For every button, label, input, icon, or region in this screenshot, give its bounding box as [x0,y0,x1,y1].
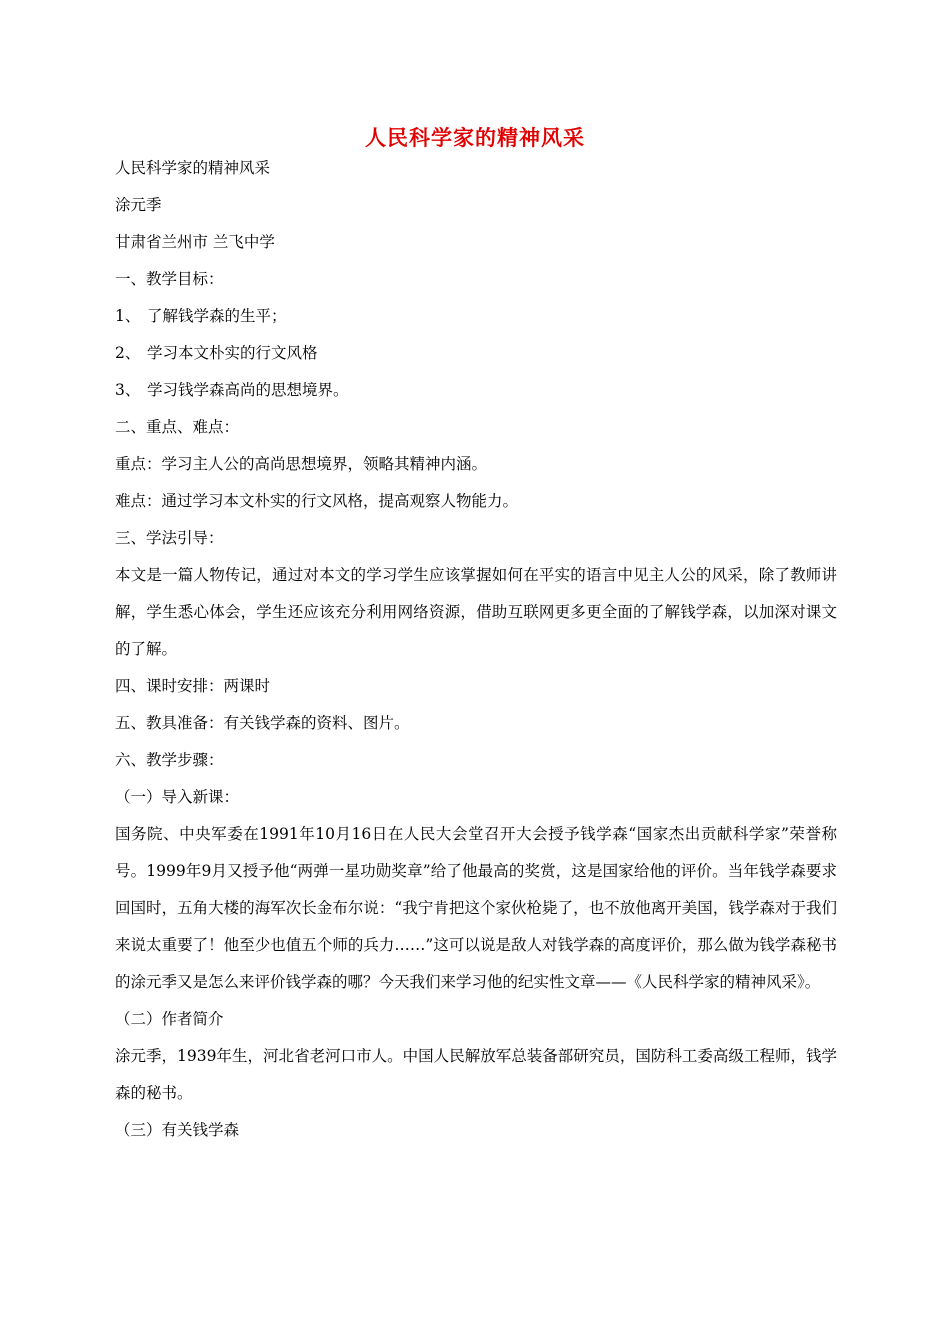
author-intro-paragraph: 涂元季，1939年生，河北省老河口市人。中国人民解放军总装备部研究员，国防科工委高级工程师，钱学森的秘书。 [115,1047,837,1102]
goal-text: 了解钱学森的生平； [147,307,287,325]
goals-heading: 一、教学目标： [115,270,224,288]
schedule-line: 四、课时安排：两课时 [115,677,271,695]
goal-item-2 [115,335,837,372]
goal-item-3 [115,372,837,409]
goal-number: 3、 [115,381,141,399]
key-points-heading: 二、重点、难点： [115,418,240,436]
author-name: 涂元季 [115,196,162,214]
tools-line: 五、教具准备：有关钱学森的资料、图片。 [115,714,410,732]
school-name: 甘肃省兰州市 兰飞中学 [115,233,275,251]
author-intro-heading: （二）作者简介 [115,1010,224,1028]
document-body [115,150,837,1149]
goal-number: 2、 [115,344,141,362]
method-paragraph: 本文是一篇人物传记，通过对本文的学习学生应该掌握如何在平实的语言中见主人公的风采，除了教师讲解，学生悉心体会，学生还应该充分利用网络资源，借助互联网更多更全面的了解钱学森，以加深对课文的了解。 [115,566,837,658]
goal-text: 学习钱学森高尚的思想境界。 [147,381,349,399]
method-heading: 三、学法引导： [115,529,224,547]
intro-paragraph: 国务院、中央军委在1991年10月16日在人民大会堂召开大会授予钱学森“国家杰出贡献科学家”荣誉称号。1999年9月又授予他“两弹一星功勋奖章”给了他最高的奖赏，这是国家给他的评价。当年钱学森要求回国时，五角大楼的海军次长金布尔说：“我宁肯把这个家伙枪毙了，也不放他离开美国，钱学森对于我们来说太重要了！他至少也值五个师的兵力……”这可以说是敌人对钱学森的高度评价，那么做为钱学森秘书的涂元季又是怎么来评价钱学森的哪？今天我们来学习他的纪实性文章——《人民科学家的精神风采》。 [115,825,837,991]
goal-number: 1、 [115,307,141,325]
key-point: 重点：学习主人公的高尚思想境界，领略其精神内涵。 [115,455,488,473]
goal-text: 学习本文朴实的行文风格 [147,344,318,362]
difficulty-point: 难点：通过学习本文朴实的行文风格，提高观察人物能力。 [115,492,519,510]
document-title: 人民科学家的精神风采 [365,126,585,150]
intro-heading: （一）导入新课： [115,788,240,806]
steps-heading: 六、教学步骤： [115,751,224,769]
related-heading: （三）有关钱学森 [115,1121,240,1139]
subtitle: 人民科学家的精神风采 [115,159,271,177]
goal-item-1 [115,298,837,335]
